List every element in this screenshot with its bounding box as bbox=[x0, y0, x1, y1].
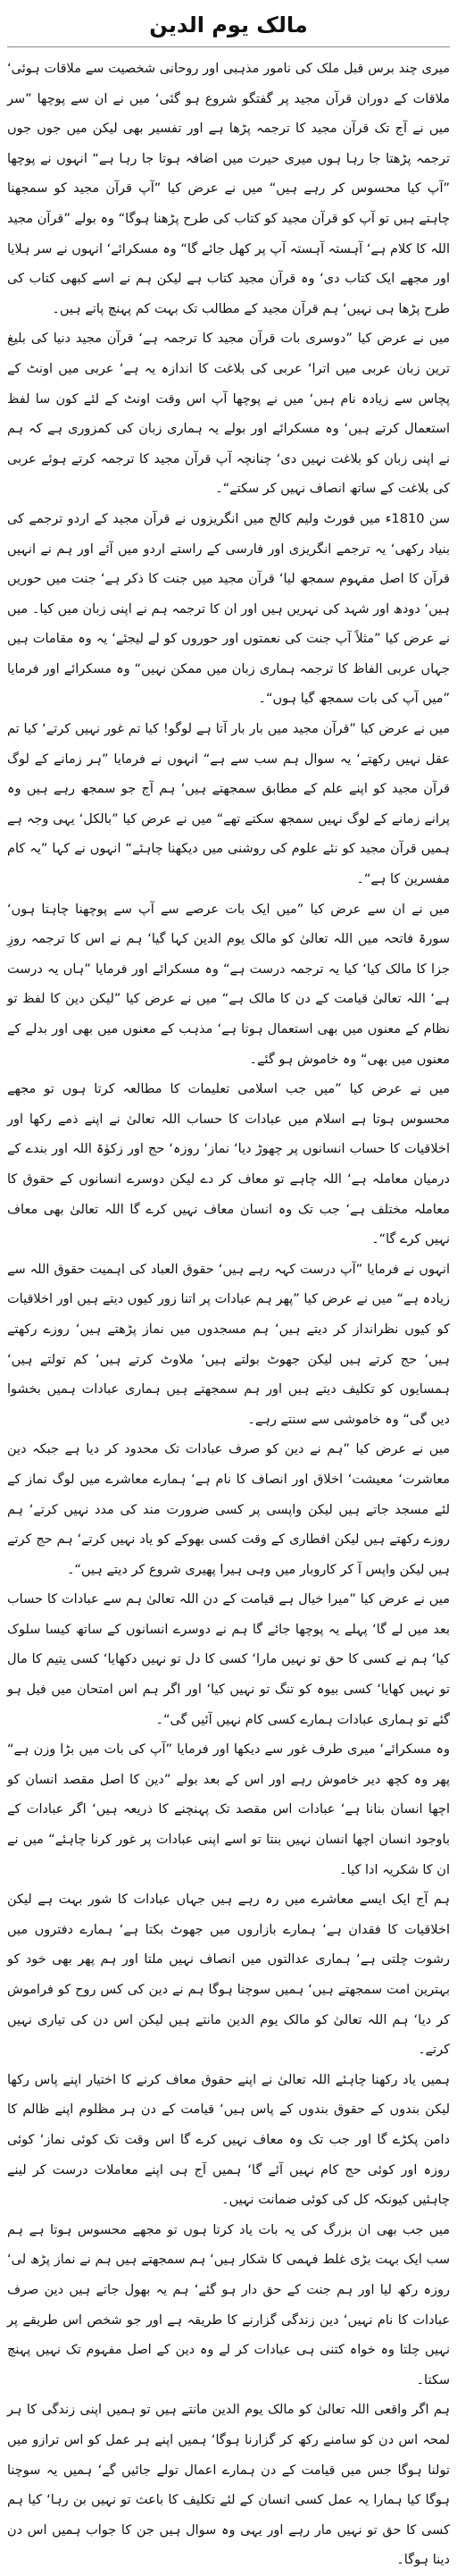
article-paragraph: ہم آج ایک ایسے معاشرے میں رہ رہے ہیں جہاں عبادات کا شور بہت ہے لیکن اخلاقیات کا فقدان ہے‘ ہمارے بازاروں میں جھوٹ بکتا ہے‘ ہمارے دفتروں میں رشوت چلتی ہے‘ ہماری عدالتوں میں انصاف نہیں ملتا اور ہم پھر بھی خود کو بہترین امت سمجھتے ہیں‘ ہمیں سوچنا ہوگا ہم نے دین کی کس روح کو فراموش کر دیا‘ ہم اللہ تعالیٰ کو مالک یوم الدین مانتے ہیں لیکن اس دن کی تیاری نہیں کرتے۔ bbox=[7, 1892, 450, 2058]
article-paragraph: میں نے عرض کیا ”قرآن مجید میں بار بار آتا ہے لوگو! کیا تم غور نہیں کرتے‘ کیا تم عقل نہیں رکھتے‘ یہ سوال ہم سب سے ہے“ انہوں نے فرمایا ”ہر زمانے کے لوگ قرآن مجید کو اپنے علم کے مطابق سمجھتے ہیں‘ ہم آج جو سمجھ رہے ہیں وہ پرانے زمانے کے لوگ نہیں سمجھ سکتے تھے“ میں نے عرض کیا ”بالکل‘ یہی وجہ ہے ہمیں قرآن مجید کو نئے علوم کی روشنی میں دیکھنا چاہئے“ انہوں نے کہا ”یہ کام مفسرین کا ہے“۔ bbox=[7, 722, 450, 887]
article-paragraph: سن 1810ء میں فورٹ ولیم کالج میں انگریزوں نے قرآن مجید کے اردو ترجمے کی بنیاد رکھی‘ یہ ترجمے انگریزی اور فارسی کے راستے اردو میں آئے اور ہم نے انہیں قرآن کا اصل مفہوم سمجھ لیا‘ قرآن مجید میں جنت کا ذکر ہے‘ جنت میں حوریں ہیں‘ دودھ اور شہد کی نہریں ہیں اور ان کا ترجمہ ہم نے اپنی زبان میں کیا۔ میں نے عرض کیا ”مثلاً آپ جنت کی نعمتوں اور حوروں کو لے لیجئے‘ یہ وہ مقامات ہیں جہاں عربی الفاظ کا ترجمہ ہماری زبان میں ممکن نہیں“ وہ مسکرائے اور فرمایا ”میں آپ کی بات سمجھ گیا ہوں“۔ bbox=[7, 511, 450, 707]
article-paragraph: ہم اگر واقعی اللہ تعالیٰ کو مالک یوم الدین مانتے ہیں تو ہمیں اپنی زندگی کا ہر لمحہ اس دن کو سامنے رکھ کر گزارنا ہوگا‘ ہمیں اپنے ہر عمل کو اس ترازو میں تولنا ہوگا جس میں قیامت کے دن ہمارے اعمال تولے جائیں گے‘ ہمیں یہ سوچنا ہوگا کیا ہمارا یہ عمل کسی انسان کے لئے تکلیف کا باعث تو نہیں بن رہا‘ کیا ہم کسی کا حق تو نہیں مار رہے اور یہی وہ سوال ہیں جن کا جواب ہمیں اس دن دینا ہوگا۔ bbox=[7, 2403, 450, 2568]
article-paragraph: میں نے عرض کیا ”میرا خیال ہے قیامت کے دن اللہ تعالیٰ ہم سے عبادات کا حساب بعد میں لے گا‘ پہلے یہ پوچھا جائے گا ہم نے دوسرے انسانوں کے ساتھ کیسا سلوک کیا‘ ہم نے کسی کا حق تو نہیں مارا‘ کسی کا دل تو نہیں دکھایا‘ کسی یتیم کا مال تو نہیں کھایا‘ کسی بیوہ کو تنگ تو نہیں کیا‘ اور اگر ہم اس امتحان میں فیل ہو گئے تو ہماری عبادات ہمارے کسی کام نہیں آئیں گی“۔ bbox=[7, 1592, 450, 1727]
article-paragraph: میں جب بھی ان بزرگ کی یہ بات یاد کرتا ہوں تو مجھے محسوس ہوتا ہے ہم سب ایک بہت بڑی غلط فہمی کا شکار ہیں‘ ہم سمجھتے ہیں ہم نے نماز پڑھ لی‘ روزہ رکھ لیا اور ہم جنت کے حق دار ہو گئے‘ ہم یہ بھول جاتے ہیں دین صرف عبادات کا نام نہیں‘ دین زندگی گزارنے کا طریقہ ہے اور جو شخص اس طریقے پر نہیں چلتا وہ خواہ کتنی ہی عبادات کر لے وہ دین کے اصل مفہوم تک نہیں پہنچ سکتا۔ bbox=[7, 2222, 450, 2387]
article-column bbox=[7, 0, 450, 2568]
article-paragraph: انہوں نے فرمایا ”آپ درست کہہ رہے ہیں‘ حقوق العباد کی اہمیت حقوق اللہ سے زیادہ ہے“ میں نے عرض کیا ”پھر ہم عبادات پر اتنا زور کیوں دیتے ہیں اور اخلاقیات کو کیوں نظرانداز کر دیتے ہیں‘ ہم مسجدوں میں نماز پڑھتے ہیں‘ روزے رکھتے ہیں‘ حج کرتے ہیں لیکن جھوٹ بولتے ہیں‘ ملاوٹ کرتے ہیں‘ کم تولتے ہیں‘ ہمسایوں کو تکلیف دیتے ہیں اور ہم سمجھتے ہیں ہماری عبادات ہمیں بخشوا دیں گی“ وہ خاموشی سے سنتے رہے۔ bbox=[7, 1262, 450, 1427]
article-paragraph: میری چند برس قبل ملک کی نامور مذہبی اور روحانی شخصیت سے ملاقات ہوئی‘ ملاقات کے دوران قرآن مجید پر گفتگو شروع ہو گئی‘ میں نے ان سے پوچھا ”سر میں نے آج تک قرآن مجید کا ترجمہ پڑھا ہے اور تفسیر بھی لیکن میں جوں جوں ترجمہ پڑھتا جا رہا ہوں میری حیرت میں اضافہ ہوتا جا رہا ہے“ انہوں نے پوچھا ”آپ کیا محسوس کر رہے ہیں“ میں نے عرض کیا ”آپ قرآن مجید کو سمجھنا چاہتے ہیں تو آپ کو قرآن مجید کو کتاب کی طرح پڑھنا ہوگا“ وہ بولے ”قرآن مجید اللہ کا کلام ہے‘ آہستہ آہستہ آپ پر کھل جائے گا“ وہ مسکرائے‘ انہوں نے سر ہلایا اور مجھے ایک کتاب دی‘ وہ قرآن مجید کتاب ہے لیکن ہم نے اسے کبھی کتاب کی طرح پڑھا ہی نہیں‘ ہم قرآن مجید کے مطالب تک بہت کم پہنچ پاتے ہیں۔ bbox=[7, 62, 450, 316]
article-paragraph: میں نے عرض کیا ”میں جب اسلامی تعلیمات کا مطالعہ کرتا ہوں تو مجھے محسوس ہوتا ہے اسلام میں عبادات کا حساب اللہ تعالیٰ نے اپنے ذمے رکھا اور اخلاقیات کا حساب انسانوں پر چھوڑ دیا‘ نماز‘ روزہ‘ حج اور زکوٰۃ اللہ اور بندے کے درمیان معاملہ ہے‘ اللہ چاہے تو معاف کر دے لیکن دوسرے انسانوں کے حقوق کا معاملہ مختلف ہے‘ جب تک وہ انسان معاف نہیں کرے گا اللہ تعالیٰ بھی معاف نہیں کرے گا“۔ bbox=[7, 1082, 450, 1247]
article-body bbox=[7, 55, 450, 2576]
article-paragraph: میں نے عرض کیا ”ہم نے دین کو صرف عبادات تک محدود کر دیا ہے جبکہ دین معاشرت‘ معیشت‘ اخلاق اور انصاف کا نام ہے‘ ہمارے معاشرے میں لوگ نماز کے لئے مسجد جاتے ہیں لیکن واپسی پر کسی ضرورت مند کی مدد نہیں کرتے‘ ہم روزے رکھتے ہیں لیکن افطاری کے وقت کسی بھوکے کو یاد نہیں کرتے‘ ہم حج کرتے ہیں لیکن واپس آ کر کاروبار میں وہی ہیرا پھیری شروع کر دیتے ہیں“۔ bbox=[7, 1442, 450, 1577]
article-paragraph: وہ مسکرائے‘ میری طرف غور سے دیکھا اور فرمایا ”آپ کی بات میں بڑا وزن ہے“ پھر وہ کچھ دیر خاموش رہے اور اس کے بعد بولے ”دین کا اصل مقصد انسان کو اچھا انسان بنانا ہے‘ عبادات اس مقصد تک پہنچنے کا ذریعہ ہیں‘ اگر عبادات کے باوجود انسان اچھا انسان نہیں بنتا تو اسے اپنی عبادات پر غور کرنا چاہئے“ میں نے ان کا شکریہ ادا کیا۔ bbox=[7, 1742, 450, 1877]
article-paragraph: میں نے ان سے عرض کیا ”میں ایک بات عرصے سے آپ سے پوچھنا چاہتا ہوں‘ سورۃ فاتحہ میں اللہ تعالیٰ کو مالک یوم الدین کہا گیا‘ ہم نے اس کا ترجمہ روزِ جزا کا مالک کیا‘ کیا یہ ترجمہ درست ہے“ وہ مسکرائے اور فرمایا ”ہاں یہ درست ہے‘ اللہ تعالیٰ قیامت کے دن کا مالک ہے“ میں نے عرض کیا ”لیکن دین کا لفظ تو نظام کے معنوں میں بھی استعمال ہوتا ہے‘ مذہب کے معنوں میں بھی اور بدلے کے معنوں میں بھی“ وہ خاموش ہو گئے۔ bbox=[7, 902, 450, 1067]
article-title: مالک یوم الدین bbox=[7, 5, 450, 47]
article-paragraph: میں نے عرض کیا ”دوسری بات قرآن مجید کا ترجمہ ہے‘ قرآن مجید دنیا کی بلیغ ترین زبان عربی میں اترا‘ عربی کی بلاغت کا اندازہ یہ ہے‘ عربی میں اونٹ کے پچاس سے زیادہ نام ہیں‘ میں نے پوچھا آپ اس وقت اونٹ کے لئے کون سا لفظ استعمال کرتے ہیں‘ وہ مسکرائے اور بولے یہ ہماری زبان کی کمزوری ہے کہ ہم نے اپنی زبان کو بلاغت نہیں دی‘ چنانچہ آپ قرآن مجید کا ترجمہ کرتے ہوئے عربی کی بلاغت کے ساتھ انصاف نہیں کر سکتے“۔ bbox=[7, 331, 450, 497]
article-paragraph: ہمیں یاد رکھنا چاہئے اللہ تعالیٰ نے اپنے حقوق معاف کرنے کا اختیار اپنے پاس رکھا لیکن بندوں کے حقوق بندوں کے پاس ہیں‘ قیامت کے دن ہر مظلوم اپنے ظالم کا دامن پکڑے گا اور جب تک وہ معاف نہیں کرے گا اس وقت تک کوئی نماز‘ کوئی روزہ اور کوئی حج کام نہیں آئے گا‘ ہمیں آج ہی اپنے معاملات درست کر لینے چاہئیں کیونکہ کل کی کوئی ضمانت نہیں۔ bbox=[7, 2072, 450, 2208]
